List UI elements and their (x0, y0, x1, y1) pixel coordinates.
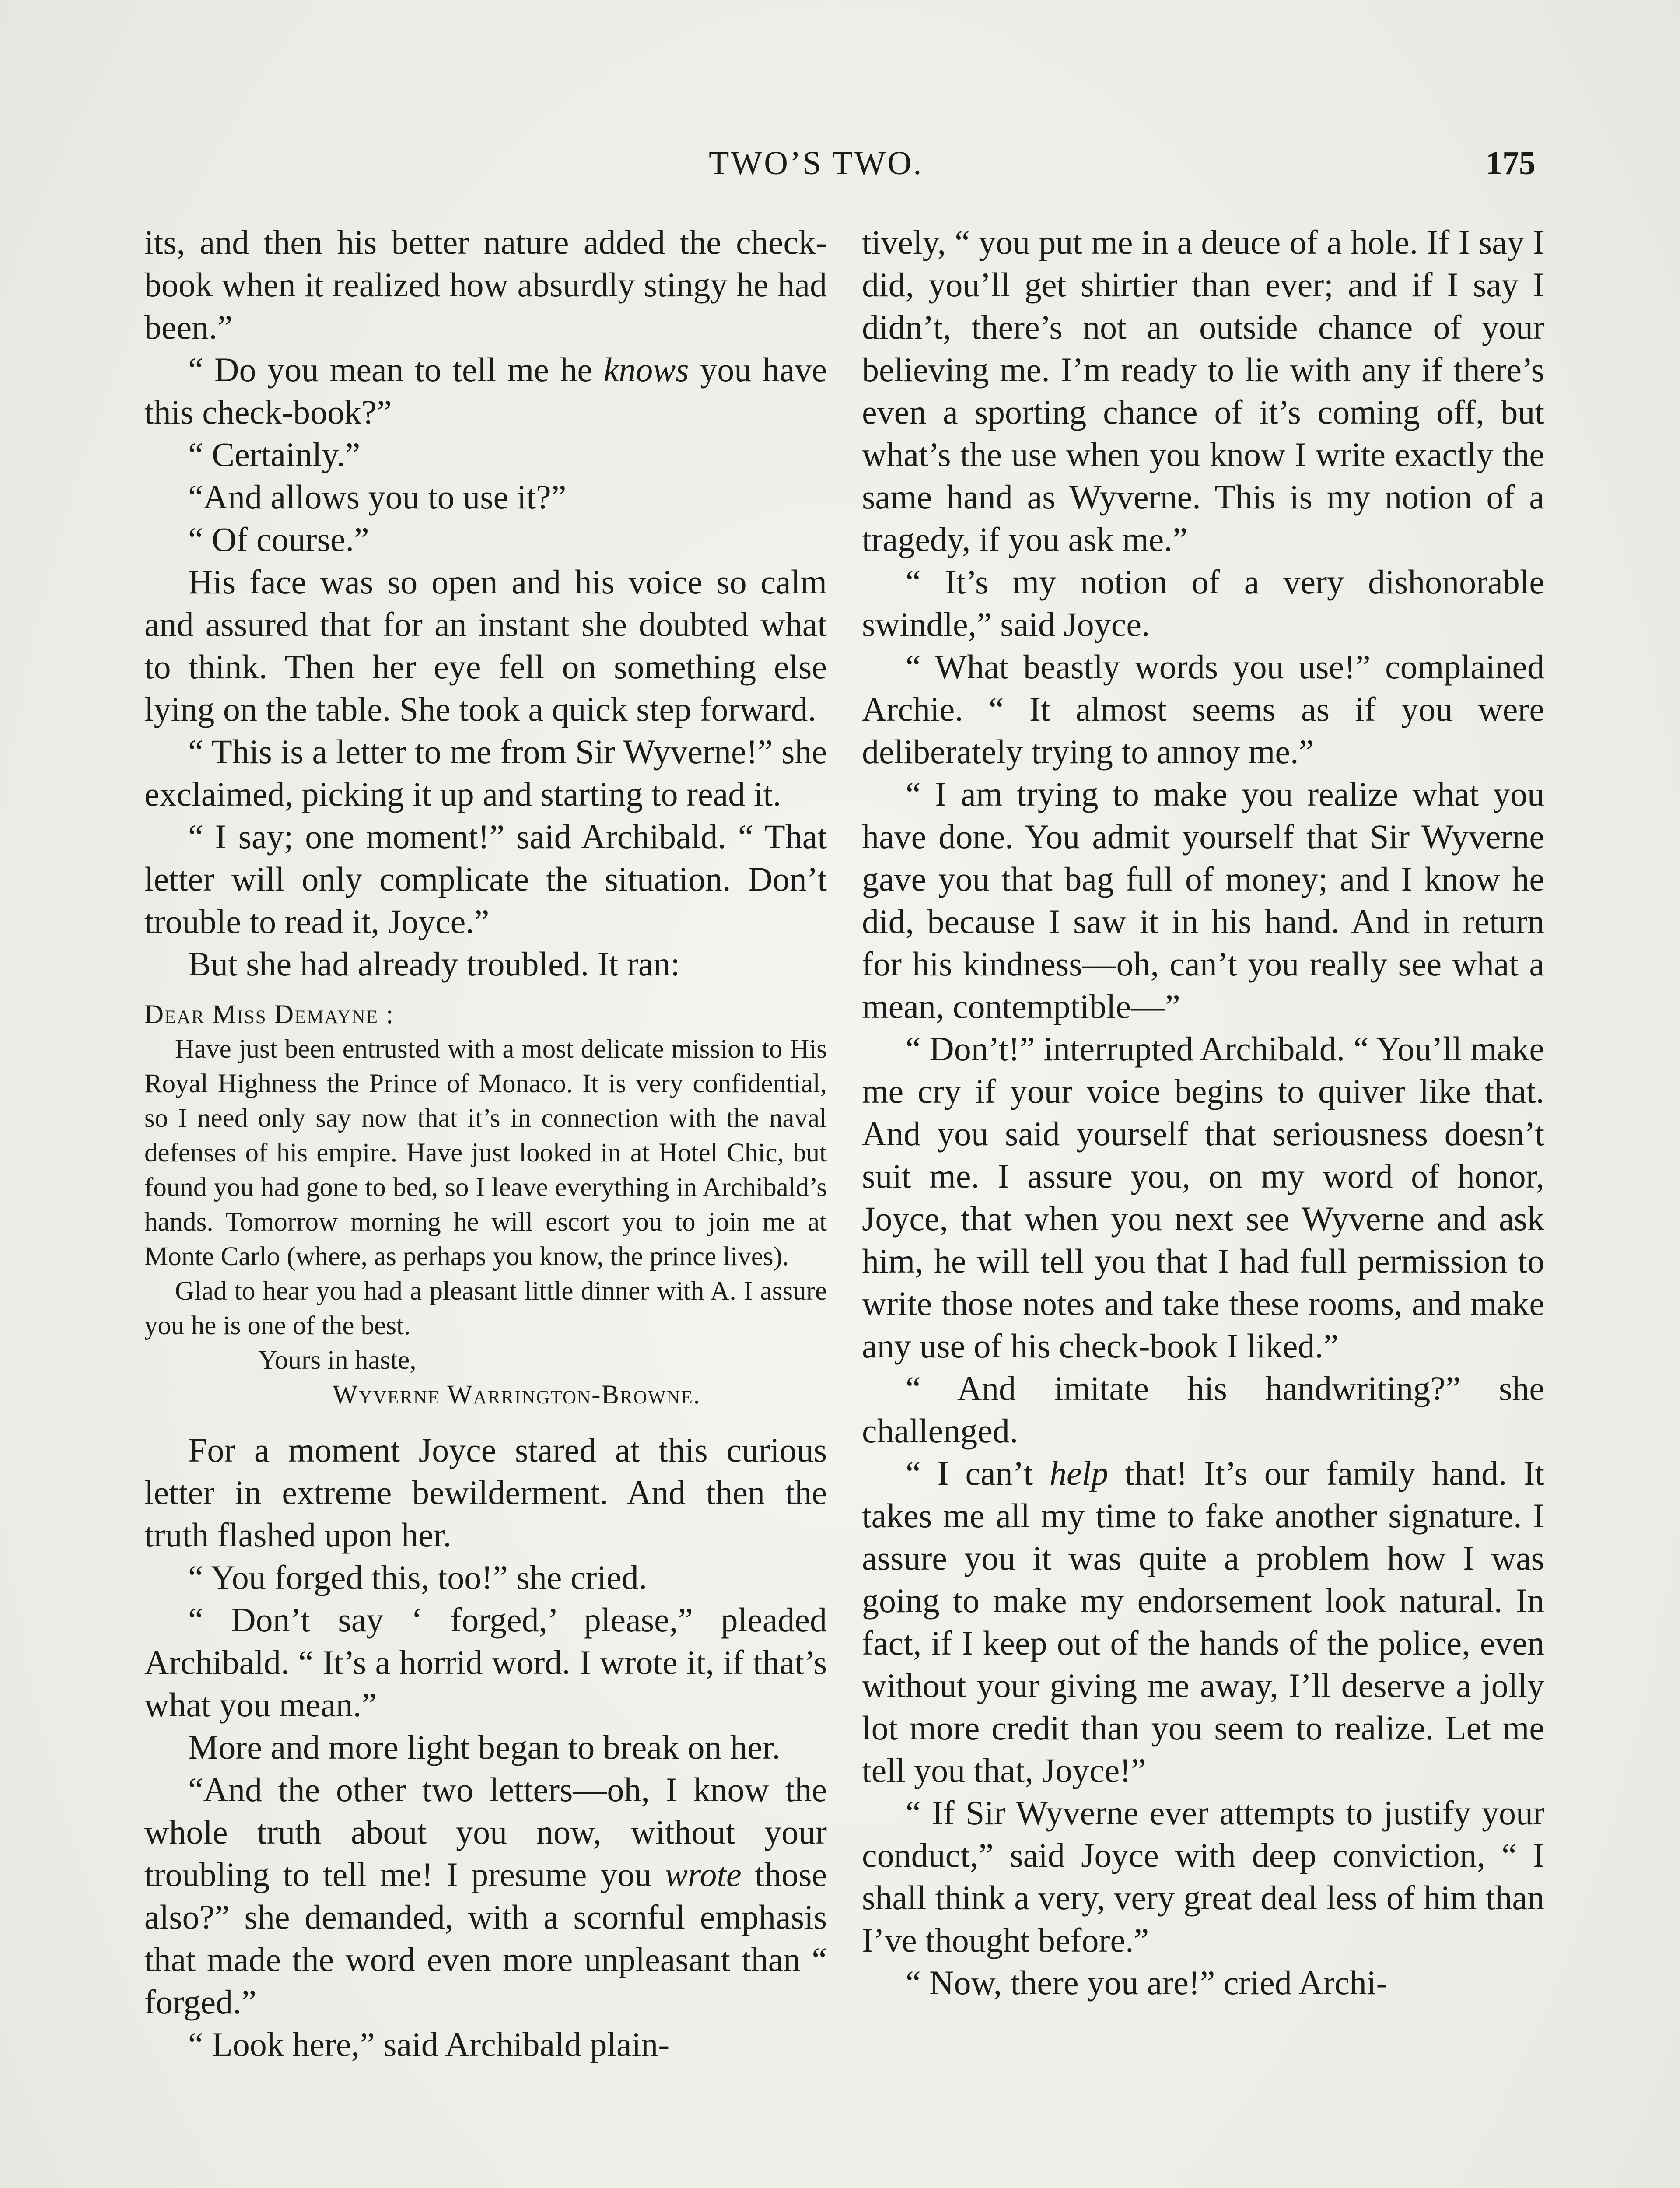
paragraph: For a moment Joyce stared at this curious letter in extreme bewilderment. And then the truth flashed upon her. (144, 1431, 827, 1554)
right-column (862, 221, 1544, 2004)
paragraph: “ If Sir Wyverne ever attempts to justify your conduct,” said Joyce with deep conviction, “ I shall think a very, very great deal less of him than I’ve thought before.” (862, 1794, 1544, 1959)
paragraph: “ This is a letter to me from Sir Wyverne!” she exclaimed, picking it up and starting to read it. (144, 733, 827, 813)
letter-salutation: Dear Miss Demayne : (144, 1000, 395, 1029)
letter-body: Glad to hear you had a pleasant little dinner with A. I assure you he is one of the best. (144, 1276, 827, 1340)
page-header (144, 144, 1536, 197)
paragraph: tively, “ you put me in a deuce of a hole. If I say I did, you’ll get shirtier than ever; and if I say I didn’t, there’s not an outside chance of your believing me. I’m ready to lie with any if there’s even a sporting chance of it’s coming off, but what’s the use when you know I write exactly the same hand as Wyverne. This is my notion of a tragedy, if you ask me.” (862, 223, 1544, 558)
running-title: TWO’S TWO. (709, 145, 924, 182)
paragraph: “ What beastly words you use!” complained Archie. “ It almost seems as if you were deliberately trying to annoy me.” (862, 648, 1544, 771)
paragraph: “ Don’t!” interrupted Archibald. “ You’ll make me cry if your voice begins to quiver like that. And you said yourself that seriousness doesn’t suit me. I assure you, on my word of honor, Joyce, that when you next see Wyverne and ask him, he will tell you that I had full permission to write those notes and take these rooms, and make any use of his check-book I liked.” (862, 1030, 1544, 1365)
letter-signature: Wyverne Warrington-Browne. (332, 1380, 701, 1410)
paragraph: But she had already troubled. It ran: (188, 945, 680, 983)
paragraph: “ I can’t help that! It’s our family hand. It takes me all my time to fake another signature. I assure you it was quite a problem how I was going to make my endorsement look natural. In fact, if I keep out of the hands of the police, even without your giving me away, I’ll deserve a jolly lot more credit than you seem to realize. Let me tell you that, Joyce!” (862, 1454, 1544, 1789)
letter-body: Have just been entrusted with a most delicate mission to His Royal Highness the Prince of Monaco. It is very confidential, so I need only say now that it’s in connection with the naval defenses of his empire. Have just looked in at Hotel Chic, but found you had gone to bed, so I leave everything in Archibald’s hands. Tomorrow morning he will escort you to join me at Monte Carlo (where, as perhaps you know, the prince lives). (144, 1034, 827, 1271)
paragraph: “ Don’t say ‘ forged,’ please,” pleaded Archibald. “ It’s a horrid word. I wrote it, if that’s what you mean.” (144, 1601, 827, 1724)
paragraph: “ It’s my notion of a very dishonorable swindle,” said Joyce. (862, 563, 1544, 643)
paragraph: “ Of course.” (188, 520, 369, 558)
paragraph: His face was so open and his voice so calm and assured that for an instant she doubted what to think. Then her eye fell on something else lying on the table. She took a quick step forward. (144, 563, 827, 728)
paragraph: “ I say; one moment!” said Archibald. “ That letter will only complicate the situation. Don’t trouble to read it, Joyce.” (144, 817, 827, 940)
letter-closing: Yours in haste, (258, 1346, 416, 1375)
paragraph: “And allows you to use it?” (188, 478, 567, 516)
paragraph: its, and then his better nature added the check-book when it realized how absurdly stingy he had been.” (144, 223, 827, 346)
paragraph: “ Certainly.” (188, 435, 360, 473)
page-number: 175 (1486, 145, 1536, 182)
paragraph: More and more light began to break on her. (188, 1728, 780, 1766)
quoted-letter (144, 997, 827, 1412)
left-column (144, 221, 827, 2065)
paragraph: “ You forged this, too!” she cried. (188, 1558, 648, 1596)
paragraph: “And the other two letters—oh, I know the whole truth about you now, without your troubling to tell me! I presume you wrote those also?” she demanded, with a scornful emphasis that made the word even more unpleasant than “ forged.” (144, 1771, 827, 2021)
paragraph: “ Look here,” said Archibald plain- (188, 2025, 670, 2063)
paragraph: “ Do you mean to tell me he knows you have this check-book?” (144, 351, 827, 431)
paragraph: “ Now, there you are!” cried Archi- (906, 1964, 1388, 2002)
paragraph: “ And imitate his handwriting?” she challenged. (862, 1369, 1544, 1450)
paragraph: “ I am trying to make you realize what you have done. You admit yourself that Sir Wyverne gave you that bag full of money; and I know he did, because I saw it in his hand. And in return for his kindness—oh, can’t you really see what a mean, contemptible—” (862, 775, 1544, 1025)
